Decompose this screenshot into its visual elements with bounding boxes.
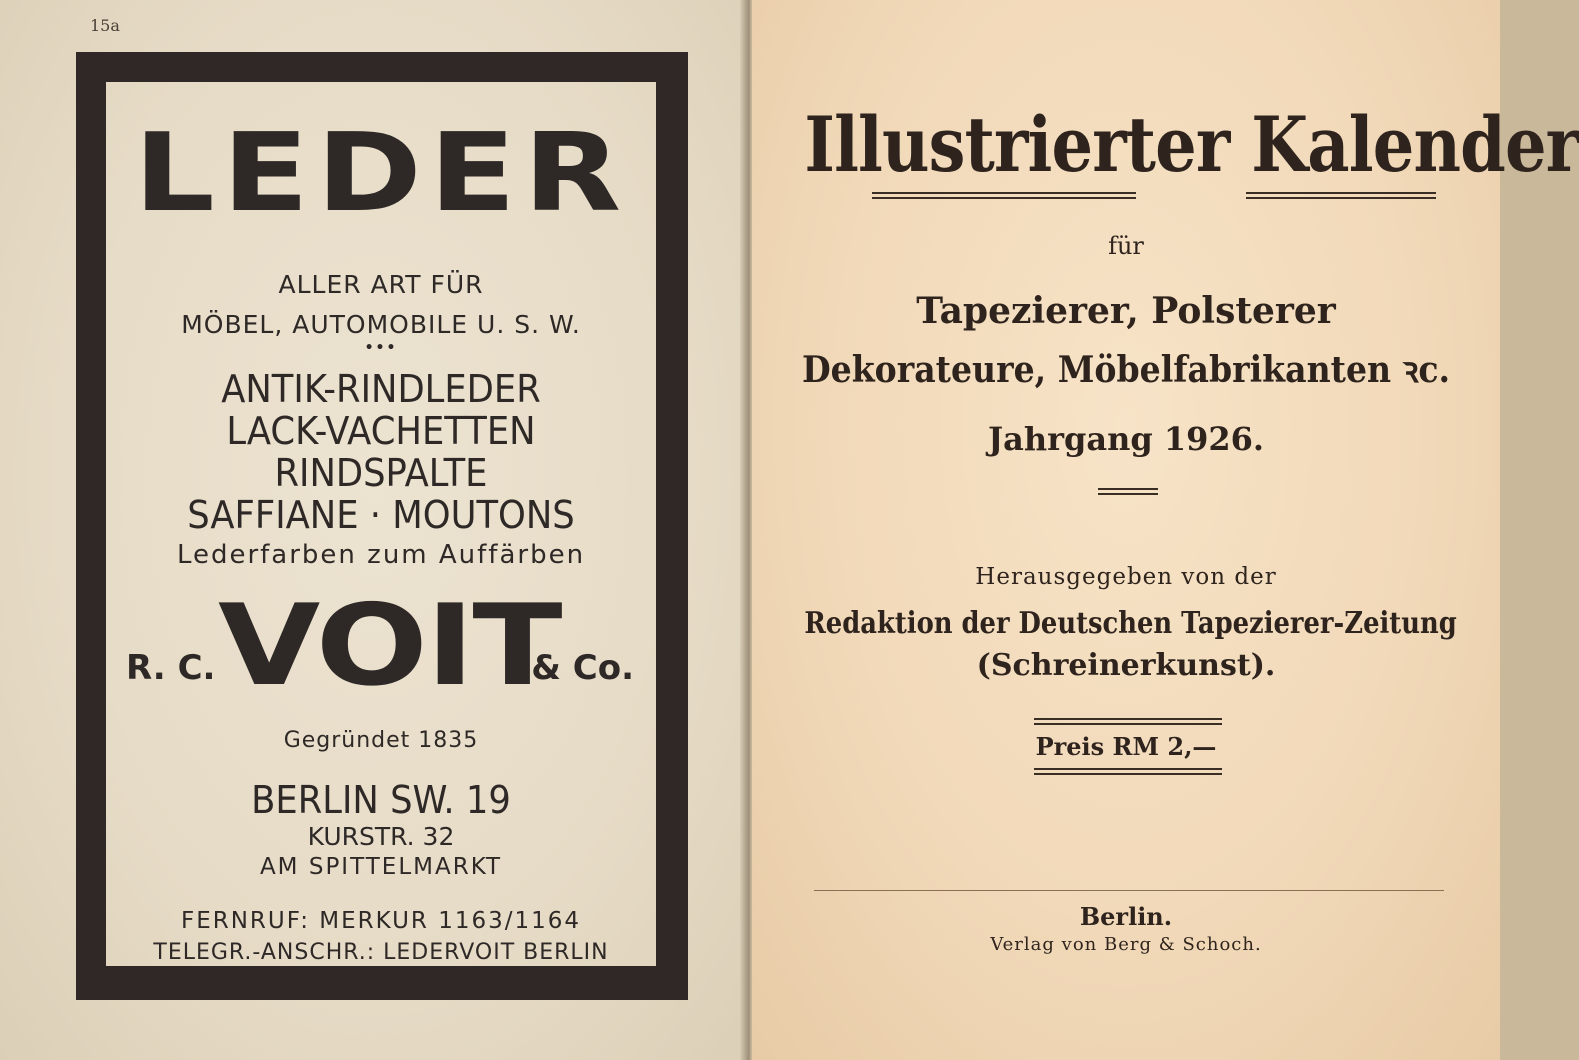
page-number: 15a: [90, 16, 120, 35]
editor-intro: Herausgegeben von der: [975, 564, 1277, 590]
left-page: [0, 0, 748, 1060]
right-page: [752, 0, 1579, 1060]
firm-prefix: R. C.: [126, 648, 216, 688]
title-rule-left: [872, 192, 1136, 199]
advert-frame: [76, 52, 688, 1000]
advert-founded: Gegründet 1835: [283, 728, 479, 753]
advert-phone: FERNRUF: MERKUR 1163/1164: [180, 908, 582, 934]
firm-suffix: & Co.: [531, 648, 634, 688]
price: Preis RM 2,—: [1035, 732, 1217, 761]
advert-product-2: LACK-VACHETTEN: [226, 409, 536, 453]
advert-product-4: SAFFIANE · MOUTONS: [187, 493, 575, 537]
imprint-publisher: Verlag von Berg & Schoch.: [990, 934, 1262, 955]
price-rule-top: [1034, 718, 1222, 725]
advert-telegram: TELEGR.-ANSCHR.: LEDERVOIT BERLIN: [153, 940, 609, 965]
advert-city: BERLIN SW. 19: [251, 778, 511, 822]
imprint-rule: [814, 890, 1444, 891]
advert-product-3: RINDSPALTE: [274, 451, 488, 495]
advert-content: [106, 82, 656, 966]
for-word: für: [1108, 232, 1144, 260]
advert-street: KURSTR. 32: [307, 822, 455, 851]
short-rule: [1098, 488, 1158, 495]
editor-name-2: (Schreinerkunst).: [976, 648, 1276, 683]
advert-separator: •••: [364, 340, 398, 356]
subtitle-trades-2: Dekorateure, Möbelfabrikanten ꝛc.: [801, 349, 1451, 391]
edition-year: Jahrgang 1926.: [987, 420, 1265, 458]
advert-line-1: ALLER ART FÜR: [278, 270, 484, 299]
imprint-city: Berlin.: [1079, 902, 1173, 931]
advert-products-note: Lederfarben zum Auffärben: [176, 540, 586, 570]
price-rule-bottom: [1034, 768, 1222, 775]
advert-location: AM SPITTELMARKT: [259, 854, 503, 880]
firm-name-row: [106, 581, 656, 711]
editor-name: Redaktion der Deutschen Tapezierer-Zeitung: [804, 606, 1457, 641]
firm-name: VOIT: [218, 581, 561, 711]
title: Illustrierter Kalender: [804, 100, 1579, 189]
subtitle-trades: Tapezierer, Polsterer: [916, 290, 1336, 332]
advert-headline: LEDER: [133, 111, 629, 236]
advert-product-1: ANTIK-RINDLEDER: [221, 367, 541, 411]
title-rule-right: [1246, 192, 1436, 199]
advert-line-2: MÖBEL, AUTOMOBILE U. S. W.: [181, 310, 581, 339]
